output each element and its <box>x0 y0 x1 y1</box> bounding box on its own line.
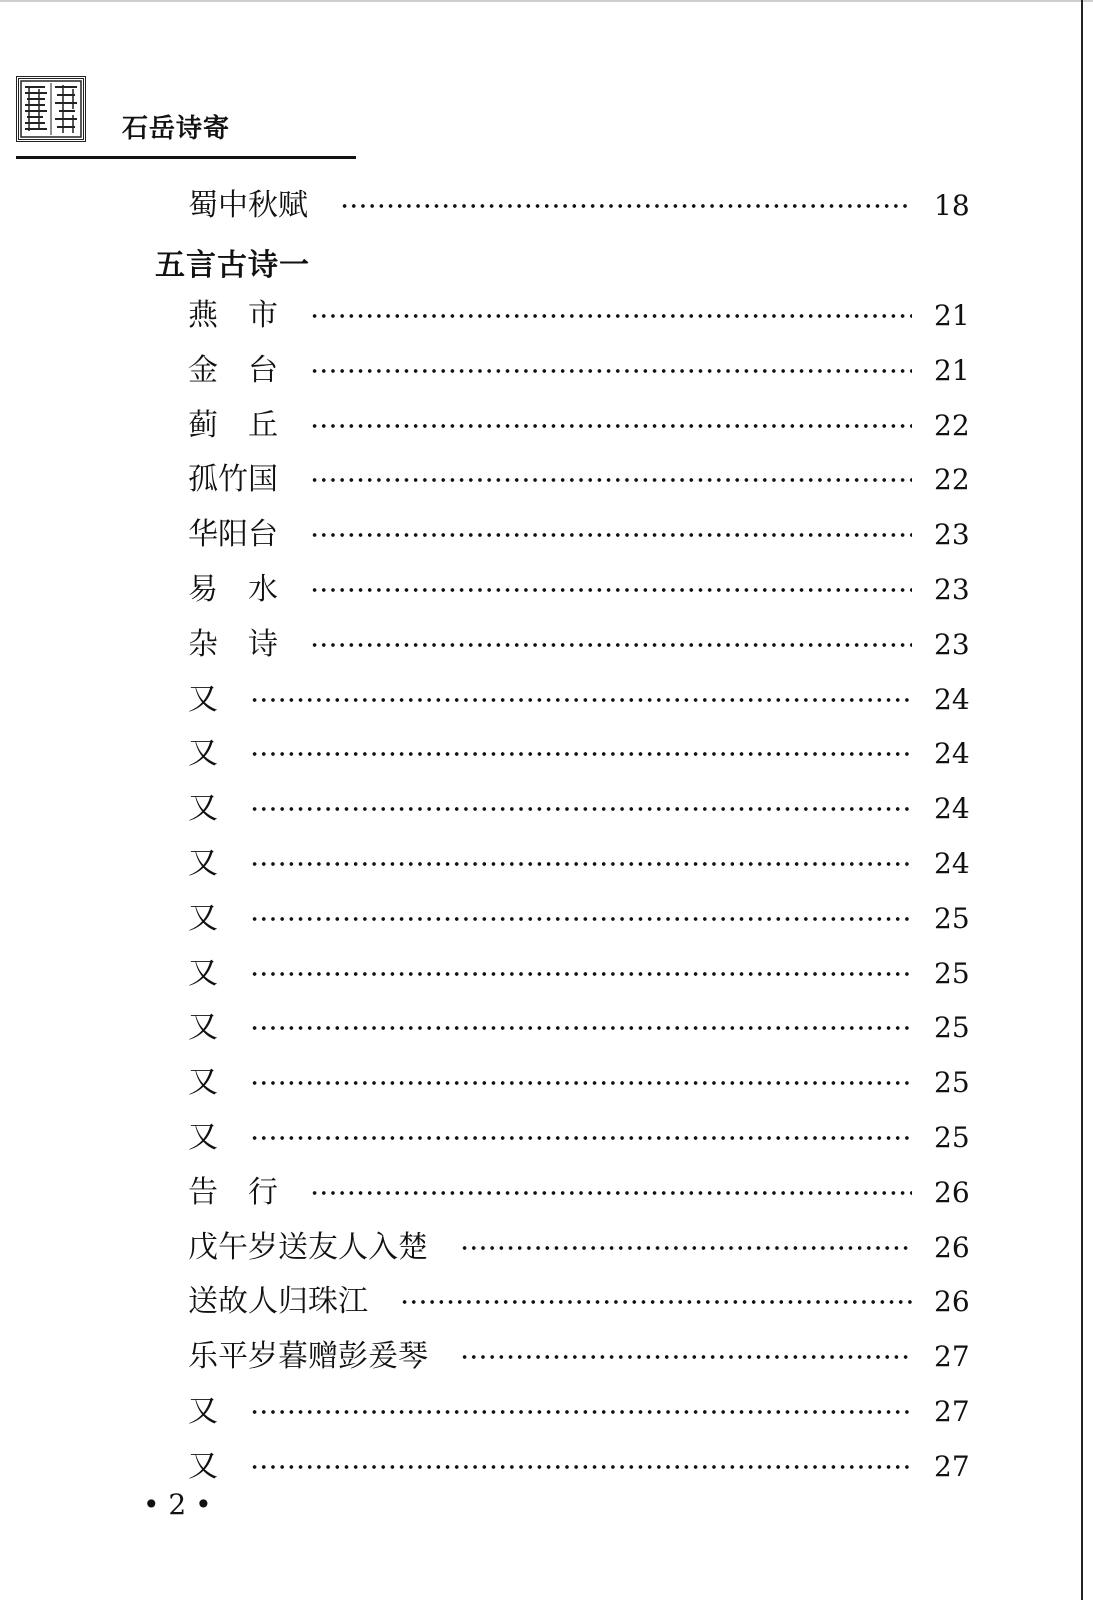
toc-entry-title: 送故人归珠江 <box>188 1284 368 1320</box>
toc-entry <box>188 406 968 446</box>
toc-entry-title: 孤竹国 <box>188 462 278 498</box>
section-heading: 五言古诗一 <box>155 248 310 283</box>
toc-entry-page: 21 <box>934 353 970 387</box>
toc-entry-page: 23 <box>934 573 970 606</box>
dot-leader <box>250 752 912 756</box>
toc-entry-title: 告 行 <box>188 1174 278 1210</box>
toc-entry <box>188 1337 968 1377</box>
toc-entry <box>188 680 968 720</box>
dot-leader <box>310 643 912 647</box>
toc-entry <box>188 460 968 500</box>
dot-leader <box>340 204 912 208</box>
toc-entry <box>188 734 968 774</box>
toc-entry-page: 21 <box>934 299 970 332</box>
toc-entry-title: 又 <box>188 900 218 936</box>
toc-entry <box>188 1392 968 1432</box>
toc-entry-page: 25 <box>934 1011 970 1045</box>
dot-leader <box>250 1081 912 1085</box>
dot-leader <box>310 533 912 537</box>
page-number: • 2 • <box>143 1488 212 1521</box>
toc-entry-page: 18 <box>934 189 970 222</box>
toc-entry-page: 26 <box>934 1230 970 1264</box>
toc-entry <box>188 1282 968 1322</box>
toc-entry-page: 27 <box>934 1449 970 1483</box>
toc-entry-title: 又 <box>188 1010 218 1046</box>
toc-entry-page: 25 <box>934 1121 970 1154</box>
toc-entry-page: 25 <box>934 901 970 935</box>
top-scan-edge <box>0 0 1093 2</box>
toc-entry-title: 蓟 丘 <box>188 407 278 443</box>
toc-entry <box>188 844 968 884</box>
toc-entry <box>188 1063 968 1103</box>
toc-entry-page: 22 <box>934 408 970 442</box>
toc-entry-title: 又 <box>188 846 218 881</box>
dot-leader <box>460 1246 912 1250</box>
seal-stamp-icon <box>16 76 86 142</box>
dot-leader <box>310 314 912 318</box>
toc-entry-page: 27 <box>934 1340 970 1374</box>
toc-entry-page: 22 <box>934 463 970 497</box>
toc-entry-title: 戊午岁送友人入楚 <box>188 1229 428 1265</box>
toc-entry-title: 又 <box>188 1448 218 1484</box>
toc-entry <box>188 351 968 391</box>
dot-leader <box>310 1191 912 1195</box>
toc-entry <box>188 515 968 555</box>
dot-leader <box>250 698 912 702</box>
toc-entry-page: 26 <box>934 1285 970 1319</box>
toc-entry-title: 华阳台 <box>188 517 278 553</box>
dot-leader <box>400 1300 912 1304</box>
toc-entry <box>188 625 968 665</box>
toc-entry-page: 25 <box>934 956 970 990</box>
toc-entry-title: 蜀中秋赋 <box>188 188 308 223</box>
toc-entry-page: 24 <box>934 682 970 716</box>
toc-entry-title: 易 水 <box>188 572 278 607</box>
toc-entry-title: 又 <box>188 1120 218 1155</box>
toc-entry <box>188 1173 968 1213</box>
toc-entry-title: 燕 市 <box>188 298 278 333</box>
dot-leader <box>250 972 912 976</box>
dot-leader <box>310 424 912 428</box>
toc-entry <box>188 1008 968 1048</box>
dot-leader <box>310 478 912 482</box>
toc-entry <box>188 186 968 226</box>
toc-entry-page: 25 <box>934 1066 970 1100</box>
toc-entry-title: 又 <box>188 681 218 717</box>
toc-entry-title: 金 台 <box>188 352 278 388</box>
dot-leader <box>310 588 912 592</box>
toc-entry-page: 27 <box>934 1395 970 1428</box>
toc-entry <box>188 1447 968 1487</box>
toc-entry-page: 24 <box>934 737 970 771</box>
toc-entry-page: 26 <box>934 1175 970 1209</box>
toc-entry-page: 24 <box>934 792 970 826</box>
toc-entry <box>188 1228 968 1268</box>
dot-leader <box>250 862 912 866</box>
toc-entry-page: 24 <box>934 847 970 880</box>
toc-entry <box>188 570 968 610</box>
toc-entry <box>188 296 968 336</box>
toc-entry-page: 23 <box>934 627 970 661</box>
toc-entry-title: 杂 诗 <box>188 626 278 662</box>
toc-entry <box>188 789 968 829</box>
dot-leader <box>460 1355 912 1359</box>
dot-leader <box>250 807 912 811</box>
toc-entry-title: 又 <box>188 791 218 827</box>
toc-entry-title: 乐平岁暮赠彭爰琴 <box>188 1339 428 1375</box>
right-scan-edge <box>1081 0 1083 1600</box>
toc-entry-title: 又 <box>188 736 218 772</box>
toc-entry <box>188 899 968 939</box>
dot-leader <box>250 917 912 921</box>
dot-leader <box>250 1465 912 1469</box>
toc-entry <box>188 954 968 994</box>
header-rule <box>16 156 356 159</box>
dot-leader <box>250 1026 912 1030</box>
toc-entry-page: 23 <box>934 518 970 552</box>
book-title: 石岳诗寄 <box>122 114 231 144</box>
toc-entry-title: 又 <box>188 955 218 991</box>
dot-leader <box>310 369 912 373</box>
toc-entry-title: 又 <box>188 1394 218 1429</box>
dot-leader <box>250 1410 912 1414</box>
dot-leader <box>250 1136 912 1140</box>
toc-entry-title: 又 <box>188 1065 218 1101</box>
toc-entry <box>188 1118 968 1158</box>
